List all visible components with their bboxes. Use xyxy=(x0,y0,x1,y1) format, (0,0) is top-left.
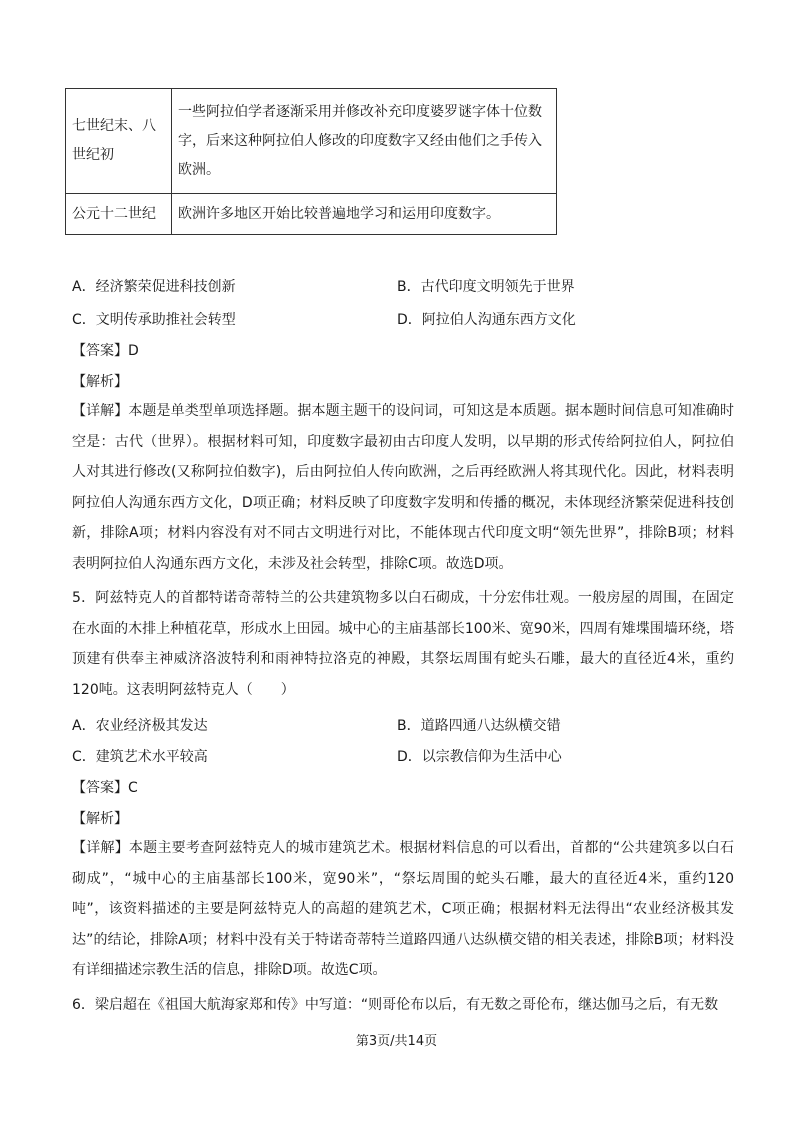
table-row xyxy=(66,89,557,194)
q4-option-a: A．经济繁荣促进科技创新 xyxy=(72,279,236,295)
q4-option-b: B．古代印度文明领先于世界 xyxy=(397,279,575,295)
q5-stem: 5．阿兹特克人的首都特诺奇蒂特兰的公共建筑物多以白石砌成，十分宏伟壮观。一般房屋的周围，在固定在水面的木排上种植花草，形成水上田园。城中心的主庙基部长100米、宽90米，四周有雉堞围墙环绕，塔顶建有供奉主神威济洛波特利和雨神特拉洛克的神殿，其祭坛周围有蛇头石雕，最大的直径近4米，重约120吨。这表明阿兹特克人（ ） xyxy=(72,590,734,698)
q4-answer: 【答案】D xyxy=(72,343,139,359)
table-cell-content: 一些阿拉伯学者逐渐采用并修改补充印度婆罗谜字体十位数字，后来这种阿拉伯人修改的印度数字又经由他们之手传入欧洲。 xyxy=(172,89,557,194)
table-cell-content: 欧洲许多地区开始比较普遍地学习和运用印度数字。 xyxy=(172,194,557,235)
q5-answer: 【答案】C xyxy=(72,780,138,796)
q4-detail: 【详解】本题是单类型单项选择题。据本题主题干的设问词，可知这是本质题。据本题时间信息可知准确时空是：古代（世界）。根据材料可知，印度数字最初由古印度人发明，以早期的形式传给阿拉伯人，阿拉伯人对其进行修改(又称阿拉伯数字)，后由阿拉伯人传向欧洲，之后再经欧洲人将其现代化。因此，材料表明阿拉伯人沟通东西方文化，D项正确；材料反映了印度数字发明和传播的概况，未体现经济繁荣促进科技创新，排除A项；材料内容没有对不同古文明进行对比，不能体现古代印度文明“领先世界”，排除B项；材料表明阿拉伯人沟通东西方文化，未涉及社会转型，排除C项。故选D项。 xyxy=(72,403,734,572)
q4-option-d: D．阿拉伯人沟通东西方文化 xyxy=(397,312,576,328)
table-cell-period: 公元十二世纪 xyxy=(66,194,172,235)
q4-option-c: C．文明传承助推社会转型 xyxy=(72,312,236,328)
q5-option-c: C．建筑艺术水平较高 xyxy=(72,749,208,765)
q4-analysis-heading: 【解析】 xyxy=(72,374,128,390)
page-footer: 第3页/共14页 xyxy=(355,1034,438,1049)
q6-stem: 6．梁启超在《祖国大航海家郑和传》中写道：“则哥伦布以后，有无数之哥伦布，继达伽马之后，有无数 xyxy=(72,997,719,1013)
table-row xyxy=(66,194,557,235)
q5-option-b: B．道路四通八达纵横交错 xyxy=(397,718,561,734)
history-table xyxy=(65,88,557,235)
q5-option-a: A．农业经济极其发达 xyxy=(72,718,208,734)
q5-detail: 【详解】本题主要考查阿兹特克人的城市建筑艺术。根据材料信息的可以看出，首都的“公共建筑多以白石砌成”，“城中心的主庙基部长100米，宽90米”，“祭坛周围的蛇头石雕，最大的直径近4米，重约120吨”，该资料描述的主要是阿兹特克人的高超的建筑艺术，C项正确；根据材料无法得出“农业经济极其发达”的结论，排除A项；材料中没有关于特诺奇蒂特兰道路四通八达纵横交错的相关表述，排除B项；材料没有详细描述宗教生活的信息，排除D项。故选C项。 xyxy=(72,840,734,978)
q5-analysis-heading: 【解析】 xyxy=(72,811,128,827)
table-cell-period: 七世纪末、八世纪初 xyxy=(66,89,172,194)
q5-option-d: D．以宗教信仰为生活中心 xyxy=(397,749,562,765)
